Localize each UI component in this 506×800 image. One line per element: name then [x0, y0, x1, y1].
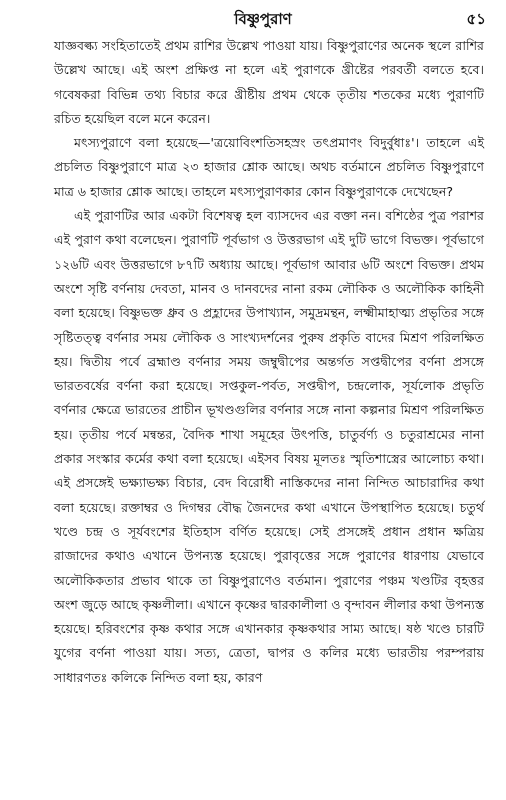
paragraph-2: মৎস্যপুরাণে বলা হয়েছে—'ত্রয়োবিংশতিসহস্রং তৎপ্রমাণং বিদুর্বুধাঃ'। তাহলে এই প্রচলিত বিষ্ণুপুরাণে মাত্র ২৩ হাজার শ্লোক আছে। অথচ বর্তমানে প্রচলিত বিষ্ণুপুরাণে মাত্র ৬ হাজার শ্লোক আছে। তাহলে মৎস্যপুরাণকার কোন বিষ্ণুপুরাণকে দেখেছেন?: [54, 135, 484, 199]
page-header: [40, 5, 486, 33]
page-number: ৫১: [466, 10, 486, 28]
paragraph-1: যাজ্ঞবল্ক্য সংহিতাতেই প্রথম রাশির উল্লেখ পাওয়া যায়। বিষ্ণুপুরাণের অনেক স্থলে রাশির উল্লেখ আছে। এই অংশ প্রক্ষিপ্ত না হলে এই পুরাণকে খ্রীষ্টের পরবর্তী বলতে হবে। গবেষকরা বিভিন্ন তথ্য বিচার করে খ্রীষ্টীয় প্রথম থেকে তৃতীয় শতকের মধ্যে পুরাণটি রচিত হয়েছিল বলে মনে করেন।: [54, 38, 484, 126]
paragraph-3: এই পুরাণটির আর একটা বিশেষত্ব হল ব্যাসদেব এর বক্তা নন। বশিষ্ঠের পুত্র পরাশর এই পুরাণ কথা বলেছেন। পুরাণটি পূর্বভাগ ও উত্তরভাগ এই দুটি ভাগে বিভক্ত। পূর্বভাগে ১২৬টি এবং উত্তরভাগে ৮৭টি অধ্যায় আছে। পূর্বভাগ আবার ৬টি অংশে বিভক্ত। প্রথম অংশে সৃষ্টি বর্ণনায় দেবতা, মানব ও দানবদের নানা রকম লৌকিক ও অলৌকিক কাহিনী বলা হয়েছে। বিষ্ণুভক্ত ধ্রুব ও প্রহ্লাদের উপাখ্যান, সমুদ্রমন্থন, লক্ষ্মীমাহাত্ম্য প্রভৃতির সঙ্গে সৃষ্টিতত্ত্ব বর্ণনার সময় লৌকিক ও সাংখ্যদর্শনের পুরুষ প্রকৃতি বাদের মিশ্রণ পরিলক্ষিত হয়। দ্বিতীয় পর্বে ব্রহ্মাণ্ড বর্ণনার সময় জম্বুদ্বীপের অন্তর্গত সপ্তদ্বীপের বর্ণনা প্রসঙ্গে ভারতবর্ষের বর্ণনা করা হয়েছে। সপ্তকুল-পর্বত, সপ্তদ্বীপ, চন্দ্রলোক, সূর্যলোক প্রভৃতি বর্ণনার ক্ষেত্রে ভারতের প্রাচীন ভূখণ্ডগুলির বর্ণনার সঙ্গে নানা কল্পনার মিশ্রণ পরিলক্ষিত হয়। তৃতীয় পর্বে মন্বন্তর, বৈদিক শাখা সমূহের উৎপত্তি, চাতুর্বর্ণ্য ও চতুরাশ্রমের নানা প্রকার সংস্কার কর্মের কথা বলা হয়েছে। এইসব বিষয় মূলতঃ স্মৃতিশাস্ত্রের আলোচ্য কথা। এই প্রসঙ্গেই ভক্ষ্যাভক্ষ্য বিচার, বেদ বিরোধী নাস্তিকদের নানা নিন্দিত আচারাদির কথা বলা হয়েছে। রক্তাম্বর ও দিগম্বর বৌদ্ধ জৈনদের কথা এখানে উপস্থাপিত হয়েছে। চতুর্থ খণ্ডে চন্দ্র ও সূর্যবংশের ইতিহাস বর্ণিত হয়েছে। সেই প্রসঙ্গেই প্রধান প্রধান ক্ষত্রিয় রাজাদের কথাও এখানে উপন্যস্ত হয়েছে। পুরাবৃত্তের সঙ্গে পুরাণের ধারণায় যেভাবে অলৌকিকতার প্রভাব থাকে তা বিষ্ণুপুরাণেও বর্তমান। পুরাণের পঞ্চম খণ্ডটির বৃহত্তর অংশ জুড়ে আছে কৃষ্ণলীলা। এখানে কৃষ্ণের দ্বারকালীলা ও বৃন্দাবন লীলার কথা উপন্যস্ত হয়েছে। হরিবংশের কৃষ্ণ কথার সঙ্গে এখানকার কৃষ্ণকথার সাম্য আছে। ষষ্ঠ খণ্ডে চারটি যুগের বর্ণনা পাওয়া যায়। সত্য, ত্রেতা, দ্বাপর ও কলির মধ্যে ভারতীয় পরম্পরায় সাধারণতঃ কলিকে নিন্দিত বলা হয়, কারণ: [54, 208, 484, 685]
running-title: বিষ্ণুপুরাণ: [234, 10, 292, 28]
page-body: [54, 34, 484, 794]
